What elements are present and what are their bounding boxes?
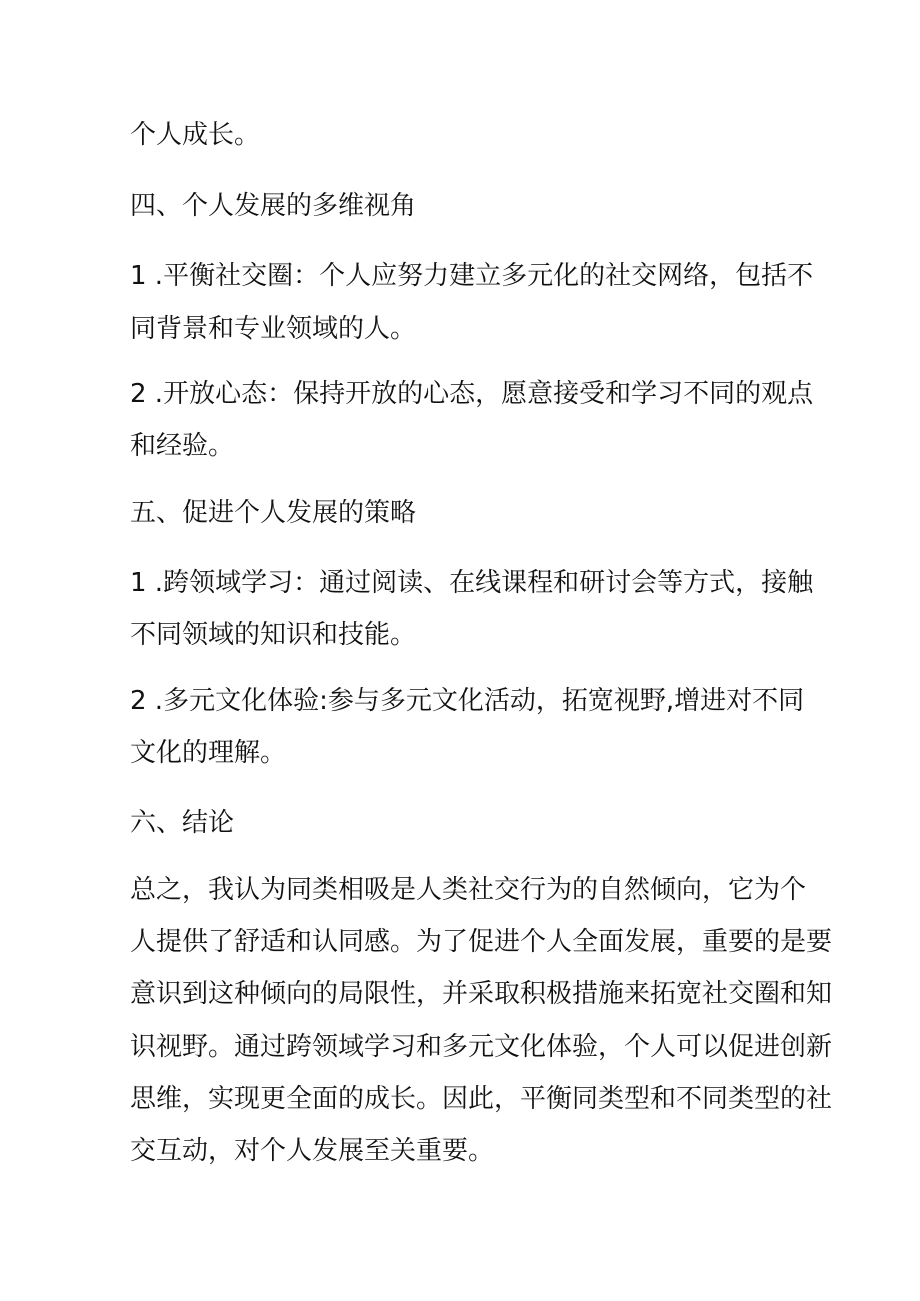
paragraph-line: 交互动，对个人发展至关重要。 [130,1136,495,1166]
paragraph-line: 意识到这种倾向的局限性，并采取积极措施来拓宽社交圈和知 [130,979,833,1009]
section-heading: 五、促进个人发展的策略 [130,498,417,528]
text-line: 文化的理解。 [130,738,287,768]
text-line: 1 .平衡社交圈：个人应努力建立多元化的社交网络，包括不 [130,261,814,291]
paragraph-line: 识视野。通过跨领域学习和多元文化体验，个人可以促进创新 [130,1032,833,1062]
paragraph-line: 思维，实现更全面的成长。因此，平衡同类型和不同类型的社 [130,1084,833,1114]
section-heading: 六、结论 [130,808,235,838]
text-line: 同背景和专业领域的人。 [130,314,417,344]
text-line: 不同领域的知识和技能。 [130,620,417,650]
section-heading: 四、个人发展的多维视角 [130,191,417,221]
paragraph-line: 总之，我认为同类相吸是人类社交行为的自然倾向，它为个 [130,875,807,905]
text-line: 2 .多元文化体验:参与多元文化活动，拓宽视野,增进对不同 [130,686,805,716]
text-line: 1 .跨领域学习：通过阅读、在线课程和研讨会等方式，接触 [130,568,814,598]
paragraph-line: 人提供了舒适和认同感。为了促进个人全面发展，重要的是要 [130,927,833,957]
text-line: 2 .开放心态：保持开放的心态，愿意接受和学习不同的观点 [130,379,814,409]
text-line: 和经验。 [130,431,235,461]
text-line: 个人成长。 [130,120,261,150]
